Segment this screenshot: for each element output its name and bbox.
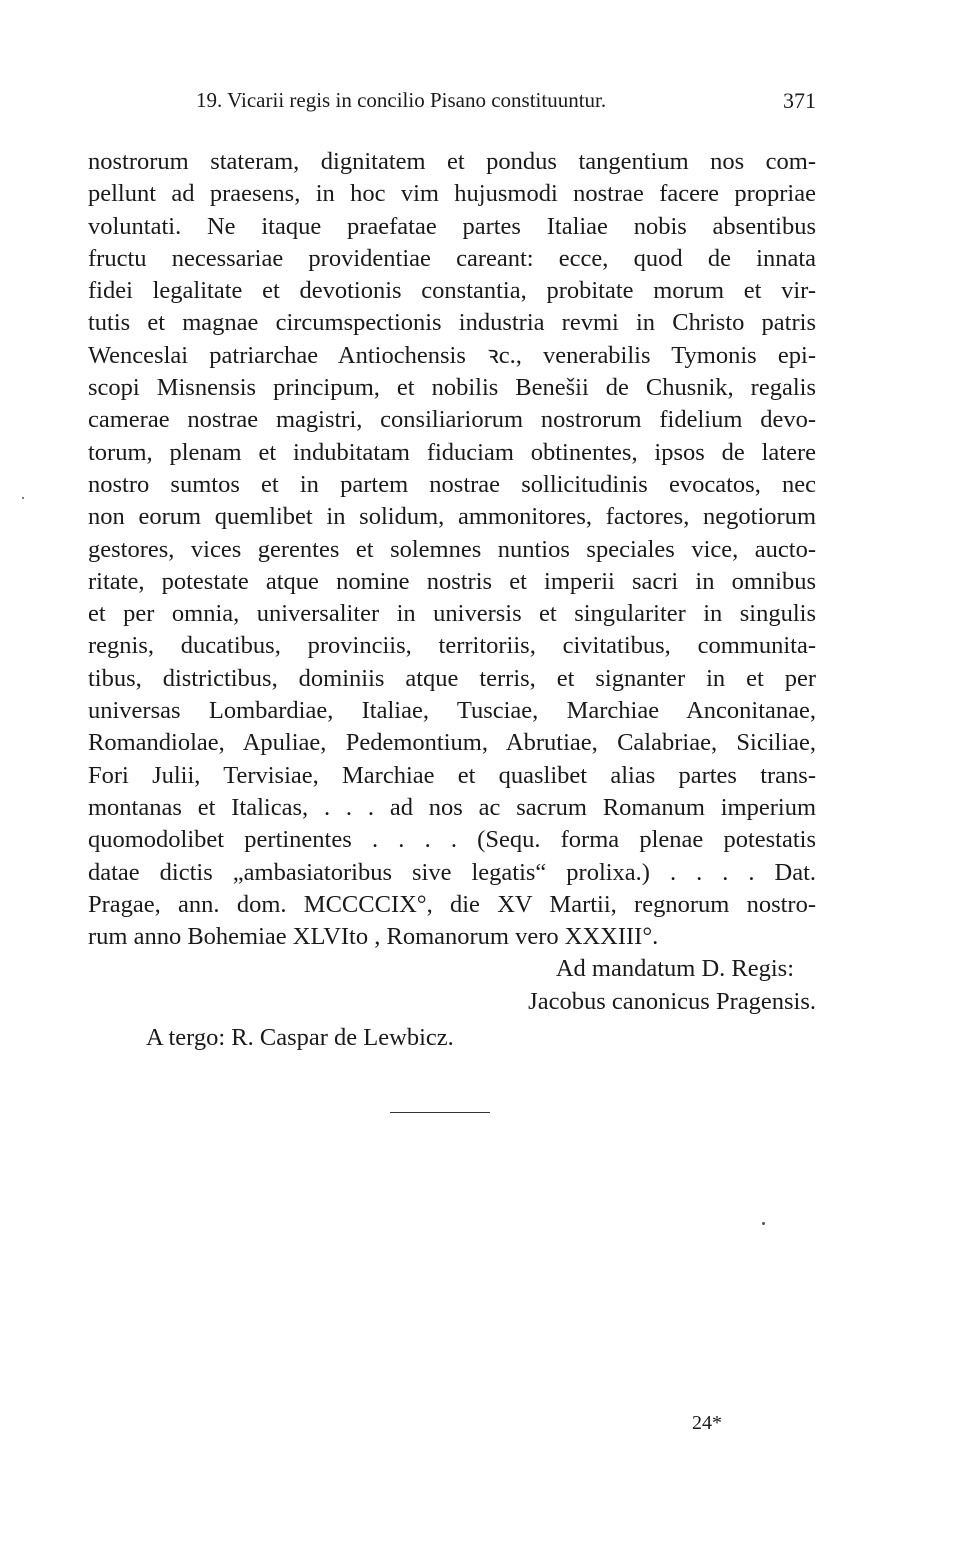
section-divider xyxy=(390,1112,490,1113)
text-line: Wenceslai patriarchae Antiochensis ꝛc., venerabilis Tymonis epi- xyxy=(88,341,816,369)
text-line: universas Lombardiae, Italiae, Tusciae, Marchiae Anconitanae, xyxy=(88,697,816,725)
signature-mark: 24* xyxy=(692,1412,722,1434)
signature-mandate: Ad mandatum D. Regis: xyxy=(555,955,794,983)
text-line: Pragae, ann. dom. MCCCCIX°, die XV Martii, regnorum nostro- xyxy=(88,890,816,918)
text-line: quomodolibet pertinentes . . . . (Sequ. forma plenae potestatis xyxy=(88,826,816,854)
text-line: regnis, ducatibus, provinciis, territoriis, civitatibus, communita- xyxy=(88,632,816,660)
page-number: 371 xyxy=(783,88,816,113)
print-speck xyxy=(22,497,24,499)
document-body xyxy=(88,146,816,1058)
text-line: Fori Julii, Tervisiae, Marchiae et quaslibet alias partes trans- xyxy=(88,761,816,789)
print-speck xyxy=(762,1222,765,1225)
text-line: datae dictis „ambasiatoribus sive legatis“ prolixa.) . . . . Dat. xyxy=(88,858,816,886)
text-line: ritate, potestate atque nomine nostris et imperii sacri in omnibus xyxy=(88,567,816,595)
text-line: voluntati. Ne itaque praefatae partes Italiae nobis absentibus xyxy=(88,212,816,240)
text-line: Romandiolae, Apuliae, Pedemontium, Abrutiae, Calabriae, Siciliae, xyxy=(88,729,816,757)
dorsal-note: A tergo: R. Caspar de Lewbicz. xyxy=(146,1024,454,1052)
text-line: camerae nostrae magistri, consiliariorum nostrorum fidelium devo- xyxy=(88,406,816,434)
text-line: non eorum quemlibet in solidum, ammonitores, factores, negotiorum xyxy=(88,503,816,531)
text-line: montanas et Italicas, . . . ad nos ac sacrum Romanum imperium xyxy=(88,793,816,821)
text-line: fidei legalitate et devotionis constantia, probitate morum et vir- xyxy=(88,277,816,305)
text-line: fructu necessariae providentiae careant: ecce, quod de innata xyxy=(88,244,816,272)
text-line: gestores, vices gerentes et solemnes nuntios speciales vice, aucto- xyxy=(88,535,816,563)
running-header xyxy=(196,88,816,118)
text-line: torum, plenam et indubitatam fiduciam obtinentes, ipsos de latere xyxy=(88,438,816,466)
text-line: scopi Misnensis principum, et nobilis Benešii de Chusnik, regalis xyxy=(88,374,816,402)
text-line: tutis et magnae circumspectionis industria revmi in Christo patris xyxy=(88,309,816,337)
text-line: rum anno Bohemiae XLVIto , Romanorum vero XXXIII°. xyxy=(88,923,659,951)
text-line: nostro sumtos et in partem nostrae sollicitudinis evocatos, nec xyxy=(88,470,816,498)
text-line: tibus, districtibus, dominiis atque terris, et signanter in et per xyxy=(88,664,816,692)
text-line: pellunt ad praesens, in hoc vim hujusmodi nostrae facere propriae xyxy=(88,180,816,208)
header-title: 19. Vicarii regis in concilio Pisano constituuntur. xyxy=(196,88,607,112)
text-line: et per omnia, universaliter in universis et singulariter in singulis xyxy=(88,600,816,628)
text-line: nostrorum stateram, dignitatem et pondus tangentium nos com- xyxy=(88,148,816,175)
signature-name: Jacobus canonicus Pragensis. xyxy=(528,987,816,1015)
